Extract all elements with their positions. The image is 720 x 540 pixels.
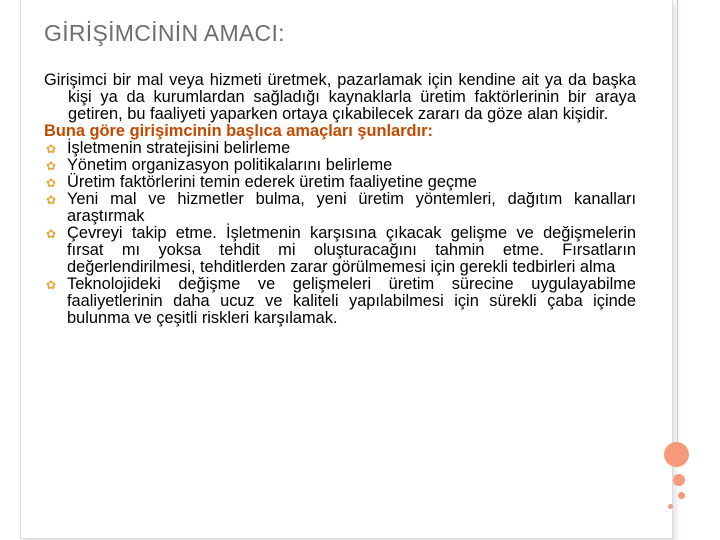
list-item-text: Üretim faktörlerini temin ederek üretim faaliyetine geçme: [67, 173, 477, 191]
decorative-circle-medium: [673, 474, 685, 486]
decorative-circle-tiny: [668, 504, 673, 509]
list-item: [44, 140, 636, 157]
slide-body: [44, 72, 636, 327]
gear-icon: ✿: [46, 142, 57, 156]
list-item-text: Teknolojideki değişme ve gelişmeleri üretim sürecine uygulayabilme faaliyetlerinin daha ucuz ve kaliteli yapılabilmesi için sürekli çaba içinde bulunma ve çeşitli riskleri karşılamak.: [67, 275, 636, 327]
list-item-text: Çevreyi takip etme. İşletmenin karşısına çıkacak gelişme ve değişmelerin fırsat mı yoksa tehdit mi oluşturacağını tahmin etme. Fırsatların değerlendirilmesi, tehditlerden zarar görülmemesi için gerekli tedbirleri alma: [67, 224, 636, 276]
decorative-rail: [677, 0, 678, 446]
slide-title: GİRİŞİMCİNİN AMACI:: [44, 20, 285, 46]
list-item: [44, 225, 636, 276]
list-item: [44, 157, 636, 174]
list-item-text: Yönetim organizasyon politikalarını belirleme: [67, 156, 393, 174]
list-heading: Buna göre girişimcinin başlıca amaçları şunlardır:: [44, 122, 433, 140]
list-item-text: Yeni mal ve hizmetler bulma, yeni üretim yöntemleri, dağıtım kanalları araştırmak: [67, 190, 636, 225]
decorative-circle-large: [664, 442, 689, 467]
list-item: [44, 174, 636, 191]
decorative-circle-small: [678, 492, 685, 499]
gear-icon: ✿: [46, 278, 57, 292]
gear-icon: ✿: [46, 159, 57, 173]
list-item-text: İşletmenin stratejisini belirleme: [67, 139, 291, 157]
gear-icon: ✿: [46, 227, 57, 241]
intro-paragraph: Girişimci bir mal veya hizmeti üretmek, pazarlamak için kendine ait ya da başka kişi ya da kurumlardan sağladığı kaynaklarla üretim faktörlerinin bir araya getiren, bu faaliyeti yaparken ortaya çıkabilecek zararı da göze alan kişidir.: [44, 71, 636, 123]
list-item: [44, 276, 636, 327]
gear-icon: ✿: [46, 193, 57, 207]
list-item: [44, 191, 636, 225]
gear-icon: ✿: [46, 176, 57, 190]
